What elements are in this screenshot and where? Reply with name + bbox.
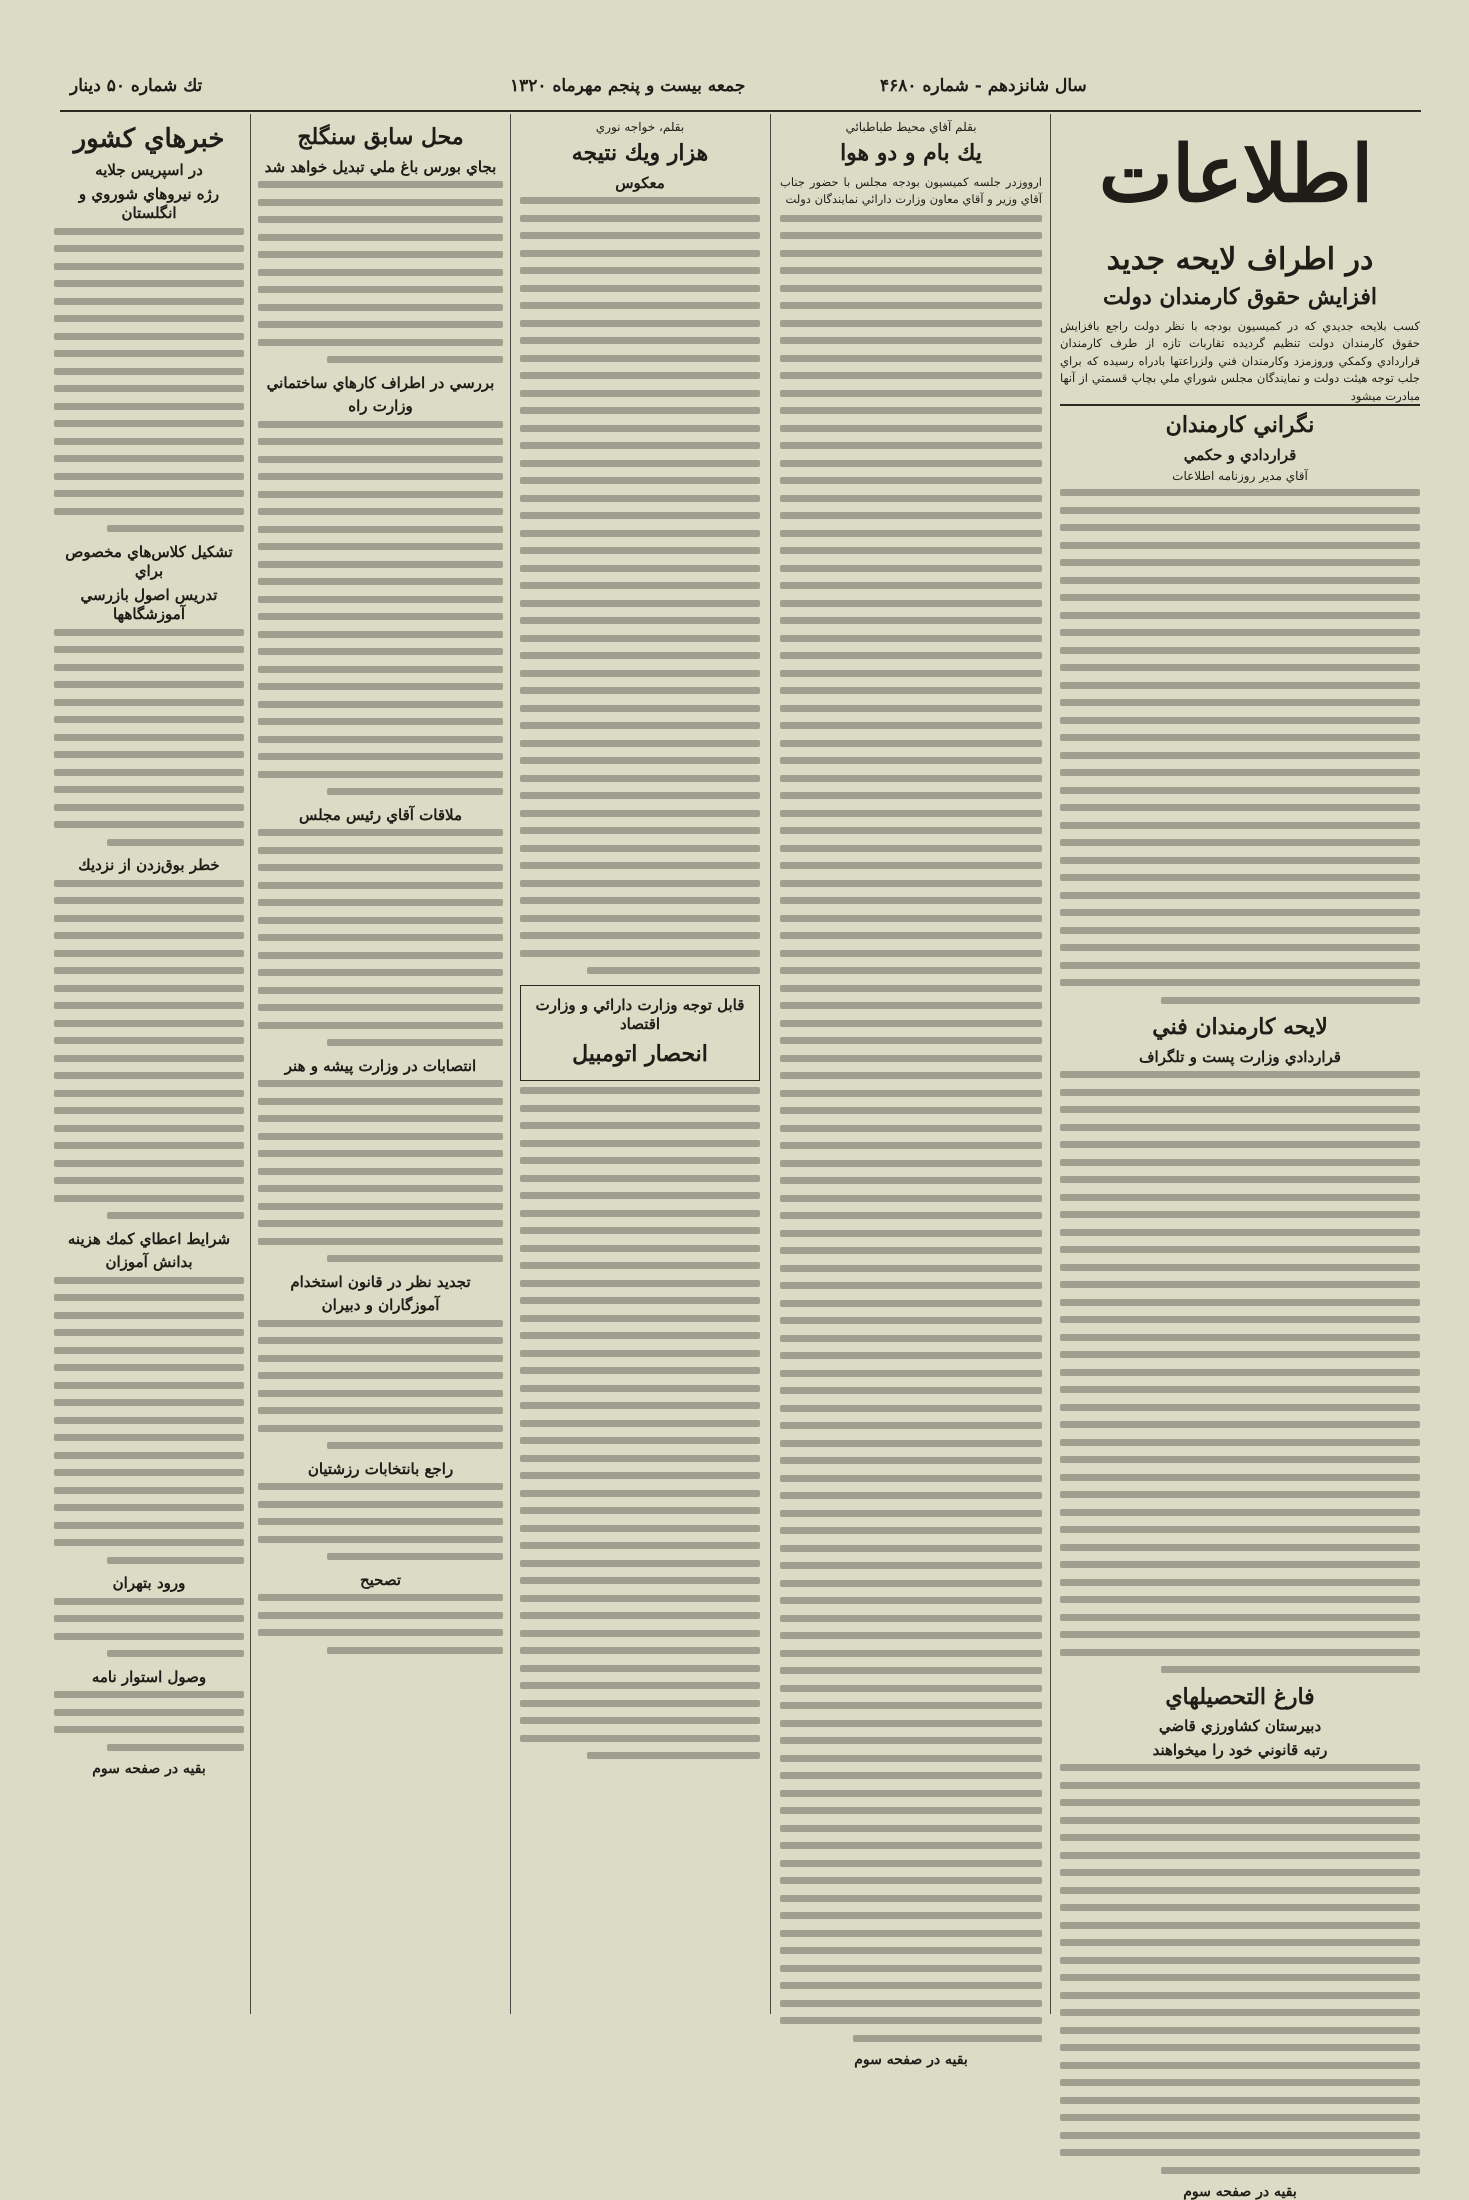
body-text xyxy=(258,1483,503,1560)
continued-note: بقيه در صفحه سوم xyxy=(1183,2184,1297,2200)
header-strip xyxy=(60,64,1421,112)
issue-number: سال شانزدهم - شماره ۴۶۸۰ xyxy=(880,76,1087,96)
column-2 xyxy=(780,118,1042,2068)
col4-headline5: انتصابات در وزارت پيشه و هنر xyxy=(284,1056,477,1075)
body-text xyxy=(258,1594,503,1654)
body-text xyxy=(54,1277,244,1564)
col5-headline2b: رژه نيروهاي شوروي و انگلستان xyxy=(78,184,220,223)
column-1 xyxy=(1060,398,1420,2200)
divider xyxy=(1060,404,1420,406)
issue-date: جمعه بيست و پنجم مهرماه ۱۳۲۰ xyxy=(510,76,746,96)
masthead: اطلاعات xyxy=(1098,129,1374,220)
body-text xyxy=(54,1691,244,1751)
body-text xyxy=(1060,1071,1420,1673)
lead-story xyxy=(1060,236,1420,411)
body-text xyxy=(54,629,244,846)
col3-subheadline2: قابل توجه وزارت دارائي و وزارت اقتصاد xyxy=(535,995,745,1033)
body-text xyxy=(520,197,760,974)
col4-subheadline6: آموزگاران و دبيران xyxy=(321,1296,440,1314)
body-text xyxy=(258,1080,503,1262)
col4-headline4: ملاقات آقاي رئيس مجلس xyxy=(298,805,463,824)
column-5 xyxy=(54,118,244,2008)
column-rule xyxy=(1050,114,1051,2014)
body-text xyxy=(1060,489,1420,1004)
lead-subheadline: افزايش حقوق كارمندان دولت xyxy=(1103,284,1377,310)
col1-byline: آقاي مدير روزنامه اطلاعات xyxy=(1172,469,1308,483)
column-rule xyxy=(770,114,771,2014)
body-text xyxy=(780,215,1042,2042)
body-text xyxy=(258,421,503,796)
auto-monopoly-box xyxy=(520,985,760,1082)
lead-headline: در اطراف لايحه جديد xyxy=(1106,242,1374,277)
col3-headline2: انحصار اتومبيل xyxy=(572,1040,708,1067)
col5-headline3: تشكيل كلاس‌هاي مخصوص براي xyxy=(65,542,233,581)
column-4 xyxy=(258,118,503,2008)
col4-headline: محل سابق سنگلج xyxy=(297,124,464,150)
col4-headline2: بجاي بورس باغ ملي تبديل خواهد شد xyxy=(264,157,497,176)
col1-subheadline: قراردادي و حكمي xyxy=(1183,445,1297,464)
col5-subheadline3: تدريس اصول بازرسي آموزشگاهها xyxy=(80,585,218,624)
col1-headline3: فارغ التحصيلهاي xyxy=(1165,1683,1315,1710)
col1-headline2: لايحه كارمندان فني xyxy=(1152,1014,1328,1040)
price: تك شماره ۵۰ دينار xyxy=(70,76,203,96)
col1-subheadline2: قراردادي وزارت پست و تلگراف xyxy=(1139,1047,1341,1066)
col5-headline4: خطر بوق‌زدن از نزديك xyxy=(78,856,220,875)
continued-note: بقيه در صفحه سوم xyxy=(92,1761,206,1778)
body-text xyxy=(54,228,244,533)
col3-byline: بقلم، خواجه نوري xyxy=(595,120,685,134)
continued-note: بقيه در صفحه سوم xyxy=(854,2052,968,2068)
body-text xyxy=(258,1320,503,1450)
column-3 xyxy=(520,118,760,2008)
col4-headline6: تجديد نظر در قانون استخدام xyxy=(290,1272,471,1291)
col4-headline8: تصحيح xyxy=(359,1570,402,1589)
col3-headline: هزار ويك نتيجه xyxy=(571,140,709,166)
col2-byline: بقلم آقاي محيط طباطبائي xyxy=(845,120,977,134)
col5-subheadline5: بدانش آموزان xyxy=(105,1253,193,1272)
body-text xyxy=(258,829,503,1046)
body-text xyxy=(1060,1764,1420,2174)
col1-subheadline3: دبيرستان كشاورزي قاضي xyxy=(1158,1717,1322,1735)
col5-headline: خبرهاي كشور xyxy=(73,124,225,154)
column-rule xyxy=(510,114,511,2014)
body-text xyxy=(54,1598,244,1658)
col1-headline: نگراني كارمندان xyxy=(1165,412,1315,438)
col2-lead-text: ارووزدر جلسه كميسيون بودجه مجلس با حضور جناب آقاي وزير و آقاي معاون وزارت دارائي نمايندگان دولت xyxy=(780,174,1042,206)
body-text xyxy=(520,1087,760,1759)
body-text xyxy=(54,880,244,1220)
col4-headline3: بررسي در اطراف كارهاي ساختماني xyxy=(266,373,495,392)
col5-headline6: ورود بتهران xyxy=(112,1574,186,1593)
col5-headline2: در اسپريس جلايه xyxy=(95,161,203,180)
col5-headline7: وصول استوار نامه xyxy=(91,1667,207,1686)
col4-headline7: راجع بانتخابات رزشتيان xyxy=(307,1459,454,1478)
col5-headline5: شرايط اعطاي كمك هزينه xyxy=(67,1229,231,1248)
lead-intro: كسب بلايحه جديدي كه در كميسيون بودجه با نظر دولت راجع بافزايش حقوق كارمندان دولت تنظيم گرديده تقاربات تازه از طرف كارمندان قراردادي وكمكي وروزمزد وكارمندان فني ولزراعتها بادراه رسيده كه براي جلب توجه هيئت دولت و نمايندگان مجلس شوراي ملي بچاپ قسمتي از آنها مبادرت ميشود xyxy=(1060,318,1420,403)
col3-subheadline: معكوس xyxy=(615,173,665,192)
col4-subheadline3: وزارت راه xyxy=(348,397,413,415)
col1-subheadline3b: رتبه قانوني خود را ميخواهند xyxy=(1152,1740,1328,1759)
column-rule xyxy=(250,114,251,2014)
body-text xyxy=(258,181,503,363)
col2-headline: يك بام و دو هوا xyxy=(840,140,982,166)
